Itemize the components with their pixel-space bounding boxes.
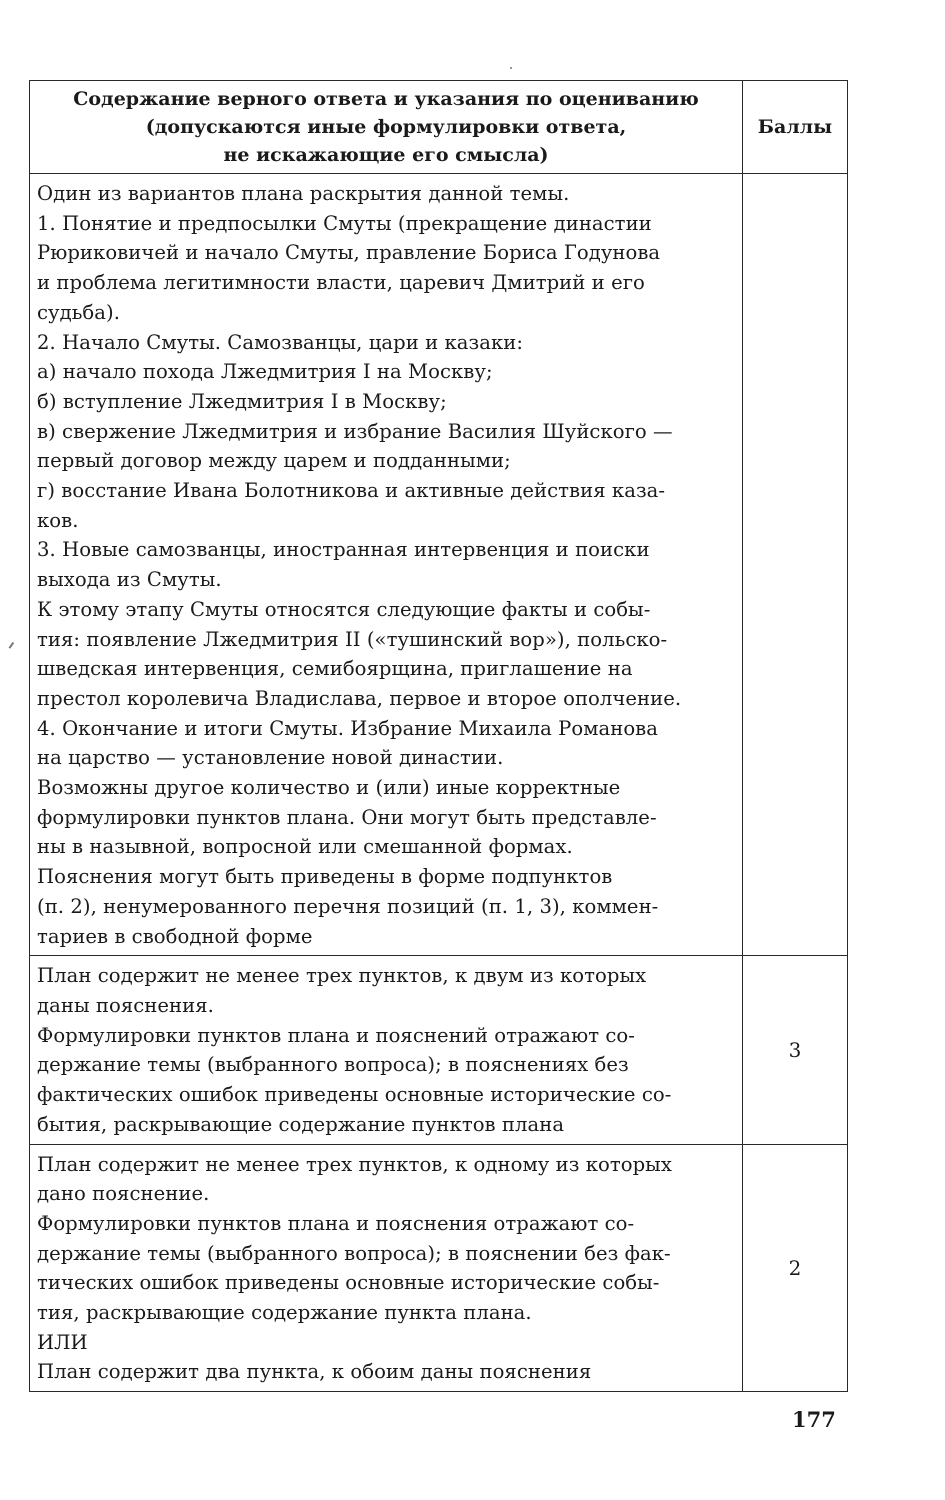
text-line: ИЛИ [37,1330,88,1354]
text-line: тия: появление Лжедмитрия II («тушинский вор»), польско- [37,627,668,651]
text-line: 2. Начало Смуты. Самозванцы, цари и казаки: [37,330,524,354]
text-line: Пояснения могут быть приведены в форме подпунктов [37,865,613,889]
text-line: фактических ошибок приведены основные исторические со- [37,1083,672,1107]
row-content-cell [30,956,743,1144]
text-line: выхода из Смуты. [37,568,222,592]
text-line: а) начало похода Лжедмитрия I на Москву; [37,360,493,384]
header-line: не искажающие его смысла) [223,144,549,166]
text-line: даны пояснения. [37,993,214,1017]
text-line: в) свержение Лжедмитрия и избрание Василия Шуйского — [37,419,673,443]
table-header-row [30,81,848,174]
text-line: и проблема легитимности власти, царевич Дмитрий и его [37,271,645,295]
plan-variant-text [31,175,741,954]
text-line: К этому этапу Смуты относятся следующие факты и собы- [37,597,651,621]
text-line: Формулировки пунктов плана и пояснений отражают со- [37,1023,635,1047]
grading-table [29,80,848,1392]
page-number: 177 [792,1407,836,1432]
row-score-cell: 2 [743,1144,848,1392]
table-row [30,1144,848,1392]
text-line: Формулировки пунктов плана и пояснения отражают со- [37,1211,635,1235]
text-line: держание темы (выбранного вопроса); в пояснениях без [37,1053,629,1077]
text-line: 1. Понятие и предпосылки Смуты (прекращение династии [37,211,652,235]
text-line: тических ошибок приведены основные исторические собы- [37,1271,660,1295]
table-row [30,956,848,1144]
text-line: Рюриковичей и начало Смуты, правление Бориса Годунова [37,241,661,265]
row-score-cell: 3 [743,956,848,1144]
text-line: г) восстание Ивана Болотникова и активные действия каза- [37,479,666,503]
row-content-cell [30,1144,743,1392]
row-content-cell [30,174,743,956]
print-speck [510,67,512,69]
header-score-cell: Баллы [743,81,848,174]
header-content-cell [30,81,743,174]
text-line: 4. Окончание и итоги Смуты. Избрание Михаила Романова [37,716,658,740]
text-line: План содержит не менее трех пунктов, к одному из которых [37,1152,672,1176]
text-line: держание темы (выбранного вопроса); в пояснении без фак- [37,1241,671,1265]
header-line: (допускаются иные формулировки ответа, [145,116,627,138]
text-line: б) вступление Лжедмитрия I в Москву; [37,389,447,413]
text-line: шведская интервенция, семибоярщина, приглашение на [37,657,633,681]
text-line: престол королевича Владислава, первое и второе ополчение. [37,686,682,710]
text-line: План содержит не менее трех пунктов, к двум из которых [37,964,647,988]
row-score-cell [743,174,848,956]
text-line: судьба). [37,300,120,324]
text-line: ны в назывной, вопросной или смешанной формах. [37,835,573,859]
text-line: первый договор между царем и подданными; [37,449,511,473]
text-line: (п. 2), ненумерованного перечня позиций (п. 1, 3), коммен- [37,894,659,918]
margin-mark [9,642,18,651]
text-line: 3. Новые самозванцы, иностранная интервенция и поиски [37,538,650,562]
text-line: тия, раскрывающие содержание пункта плана. [37,1301,532,1325]
criterion-text [31,1146,741,1391]
text-line: дано пояснение. [37,1182,210,1206]
text-line: тариев в свободной форме [37,924,313,948]
text-line: бытия, раскрывающие содержание пунктов плана [37,1112,565,1136]
text-line: Один из вариантов плана раскрытия данной темы. [37,182,570,205]
text-line: на царство — установление новой династии. [37,746,504,770]
text-line: формулировки пунктов плана. Они могут быть представле- [37,805,657,829]
text-line: ков. [37,508,79,532]
text-line: План содержит два пункта, к обоим даны пояснения [37,1360,592,1384]
header-line: Содержание верного ответа и указания по оцениванию [73,88,699,110]
criterion-text [31,957,741,1142]
text-line: Возможны другое количество и (или) иные корректные [37,776,621,800]
table-row [30,174,848,956]
